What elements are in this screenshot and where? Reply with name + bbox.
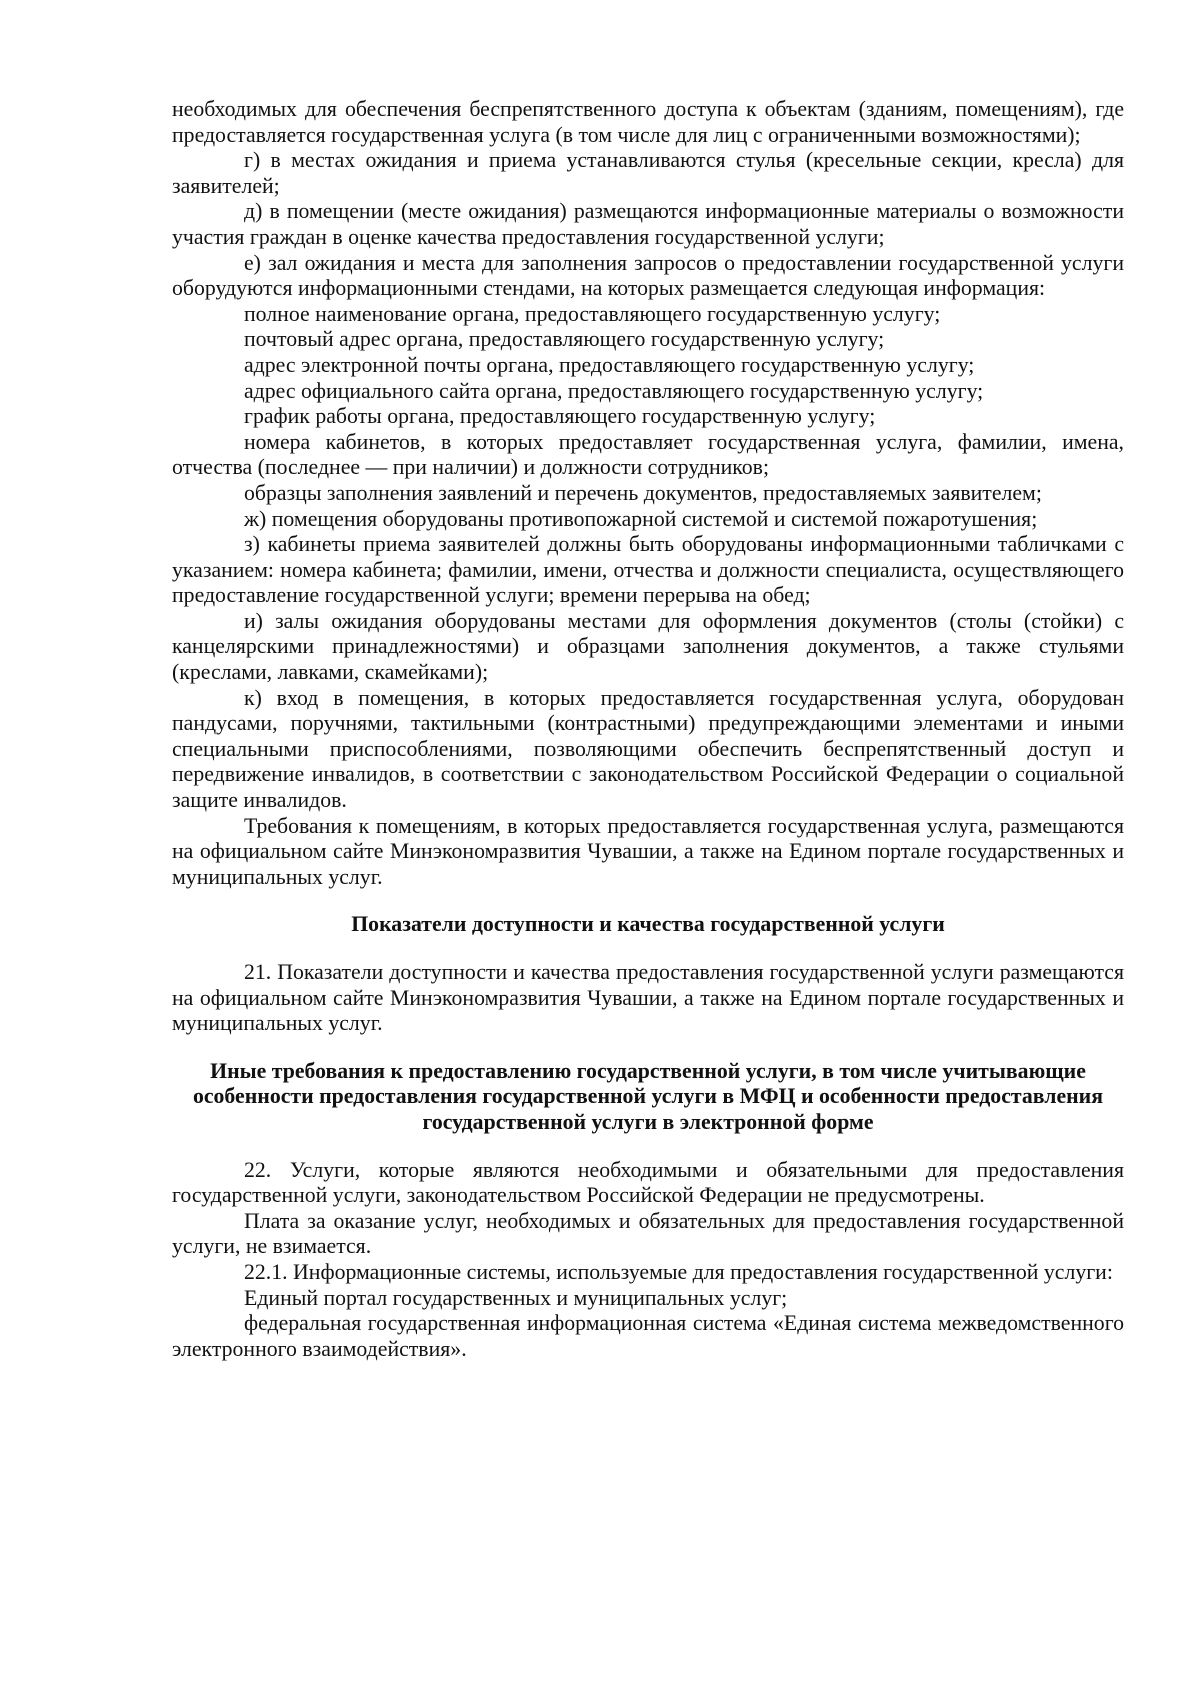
- list-item-full-name: полное наименование органа, предоставляющего государственную услугу;: [244, 301, 941, 326]
- paragraph-z: з) кабинеты приема заявителей должны быть оборудованы информационными табличками с указанием: номера кабинета; фамилии, имени, отчества и должности специалиста, осуществляющего предоставление государственной услуги; времени перерыва на обед;: [172, 532, 1124, 608]
- paragraph-requirements: Требования к помещениям, в которых предоставляется государственная услуга, размещаются на официальном сайте Минэкономразвития Чувашии, а также на Едином портале государственных и муниципальных услуг.: [172, 813, 1124, 889]
- list-item-email: адрес электронной почты органа, предоставляющего государственную услугу;: [244, 352, 975, 377]
- paragraph-21: 21. Показатели доступности и качества предоставления государственной услуги размещаются на официальном сайте Минэкономразвития Чувашии, а также на Едином портале государственных и муниципальных услуг.: [172, 960, 1124, 1036]
- list-item-cabinets: номера кабинетов, в которых предоставляет государственная услуга, фамилии, имена, отчества (последнее — при наличии) и должности сотрудников;: [172, 429, 1124, 480]
- section-heading-accessibility: Показатели доступности и качества государственной услуги: [351, 912, 945, 937]
- list-item-smev: федеральная государственная информационная система «Единая система межведомственного электронного взаимодействия».: [172, 1311, 1124, 1361]
- list-item-schedule: график работы органа, предоставляющего государственную услугу;: [244, 404, 876, 429]
- list-item-portal: Единый портал государственных и муниципальных услуг;: [244, 1285, 788, 1310]
- section-heading-other-requirements: Иные требования к предоставлению государственной услуги, в том числе учитывающие особенности предоставления государственной услуги в МФЦ и особенности предоставления государственной услуги в электронной форме: [192, 1058, 1104, 1134]
- list-item-website: адрес официального сайта органа, предоставляющего государственную услугу;: [244, 378, 984, 403]
- paragraph-g: г) в местах ожидания и приема устанавливаются стулья (кресельные секции, кресла) для заявителей;: [172, 148, 1124, 198]
- paragraph-22: 22. Услуги, которые являются необходимыми и обязательными для предоставления государственной услуги, законодательством Российской Федерации не предусмотрены.: [172, 1157, 1124, 1208]
- paragraph-continuation: необходимых для обеспечения беспрепятственного доступа к объектам (зданиям, помещениям), где предоставляется государственная услуга (в том числе для лиц с ограниченными возможностями);: [172, 97, 1124, 147]
- paragraph-i: и) залы ожидания оборудованы местами для оформления документов (столы (стойки) с канцелярскими принадлежностями) и образцами заполнения документов, а также стульями (креслами, лавками, скамейками);: [172, 608, 1124, 685]
- paragraph-zh: ж) помещения оборудованы противопожарной системой и системой пожаротушения;: [244, 506, 1038, 531]
- paragraph-fee: Плата за оказание услуг, необходимых и обязательных для предоставления государственной услуги, не взимается.: [172, 1208, 1124, 1259]
- paragraph-e: е) зал ожидания и места для заполнения запросов о предоставлении государственной услуги оборудуются информационными стендами, на которых размещается следующая информация:: [172, 250, 1124, 301]
- paragraph-k: к) вход в помещения, в которых предоставляется государственная услуга, оборудован пандусами, поручнями, тактильными (контрастными) предупреждающими элементами и иными специальными приспособлениями, позволяющими обеспечить беспрепятственный доступ и передвижение инвалидов, в соответствии с законодательством Российской Федерации о социальной защите инвалидов.: [172, 685, 1124, 813]
- paragraph-22-1: 22.1. Информационные системы, используемые для предоставления государственной услуги:: [244, 1259, 1113, 1284]
- list-item-postal-address: почтовый адрес органа, предоставляющего государственную услугу;: [244, 327, 885, 352]
- paragraph-d: д) в помещении (месте ожидания) размещаются информационные материалы о возможности участия граждан в оценке качества предоставления государственной услуги;: [172, 199, 1124, 249]
- list-item-samples: образцы заполнения заявлений и перечень документов, предоставляемых заявителем;: [244, 480, 1042, 505]
